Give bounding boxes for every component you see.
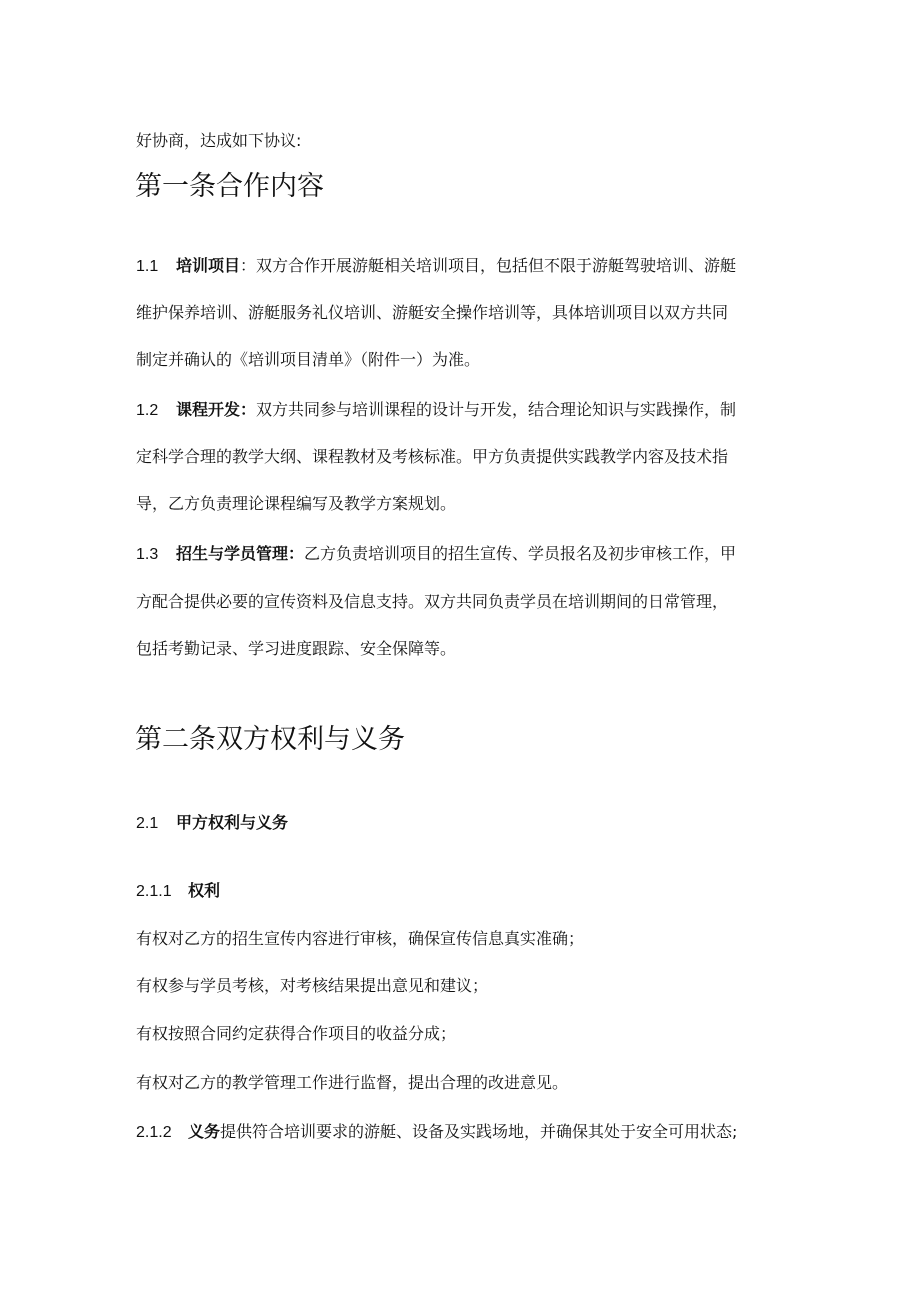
subsection-label: 权利 — [188, 881, 221, 900]
clause-number: 1.1 — [136, 258, 159, 275]
clause-1-2-line-2: 定科学合理的教学大纲、课程教材及考核标准。甲方负责提供实践教学内容及技术指 — [136, 447, 729, 466]
clause-1-2-line-1 — [136, 400, 736, 421]
clause-term: 课程开发： — [176, 400, 257, 419]
duty-text: 提供符合培训要求的游艇、设备及实践场地，并确保其处于安全可用状态; — [220, 1122, 738, 1141]
rights-item-3: 有权按照合同约定获得合作项目的收益分成； — [136, 1024, 457, 1043]
subsection-number: 2.1.2 — [136, 1124, 172, 1141]
clause-text: 双方共同参与培训课程的设计与开发，结合理论知识与实践操作，制 — [256, 400, 737, 419]
clause-1-1-line-1 — [136, 256, 736, 277]
clause-text: 乙方负责培训项目的招生宣传、学员报名及初步审核工作，甲 — [304, 544, 737, 563]
clause-text: ：双方合作开展游艇相关培训项目，包括但不限于游艇驾驶培训、游艇 — [240, 256, 737, 275]
intro-text: 好协商，达成如下协议: — [136, 131, 302, 150]
clause-1-1-line-2: 维护保养培训、游艇服务礼仪培训、游艇安全操作培训等，具体培训项目以双方共同 — [136, 303, 729, 322]
clause-1-3-line-1 — [136, 544, 736, 565]
clause-1-3-line-3: 包括考勤记录、学习进度跟踪、安全保障等。 — [136, 639, 457, 658]
section-2-1 — [136, 813, 288, 834]
article-1-title: 第一条合作内容 — [135, 171, 324, 202]
clause-1-1-line-3: 制定并确认的《培训项目清单》（附件一）为准。 — [136, 350, 481, 369]
subsection-label: 义务 — [188, 1122, 221, 1141]
clause-1-2-line-3: 导，乙方负责理论课程编写及教学方案规划。 — [136, 494, 457, 513]
clause-term: 招生与学员管理： — [176, 544, 305, 563]
clause-1-3-line-2: 方配合提供必要的宣传资料及信息支持。双方共同负责学员在培训期间的日常管理， — [136, 592, 729, 611]
clause-number: 1.3 — [136, 546, 159, 563]
rights-item-1: 有权对乙方的招生宣传内容进行审核，确保宣传信息真实准确； — [136, 929, 585, 948]
section-number: 2.1 — [136, 815, 159, 832]
subsection-2-1-1 — [136, 881, 220, 902]
section-label: 甲方权利与义务 — [176, 813, 289, 832]
subsection-number: 2.1.1 — [136, 883, 172, 900]
rights-item-4: 有权对乙方的教学管理工作进行监督，提出合理的改进意见。 — [136, 1073, 569, 1092]
clause-term: 培训项目 — [176, 256, 241, 275]
article-2-title: 第二条双方权利与义务 — [135, 724, 405, 755]
subsection-2-1-2 — [136, 1122, 737, 1143]
rights-item-2: 有权参与学员考核，对考核结果提出意见和建议； — [136, 976, 489, 995]
clause-number: 1.2 — [136, 402, 159, 419]
